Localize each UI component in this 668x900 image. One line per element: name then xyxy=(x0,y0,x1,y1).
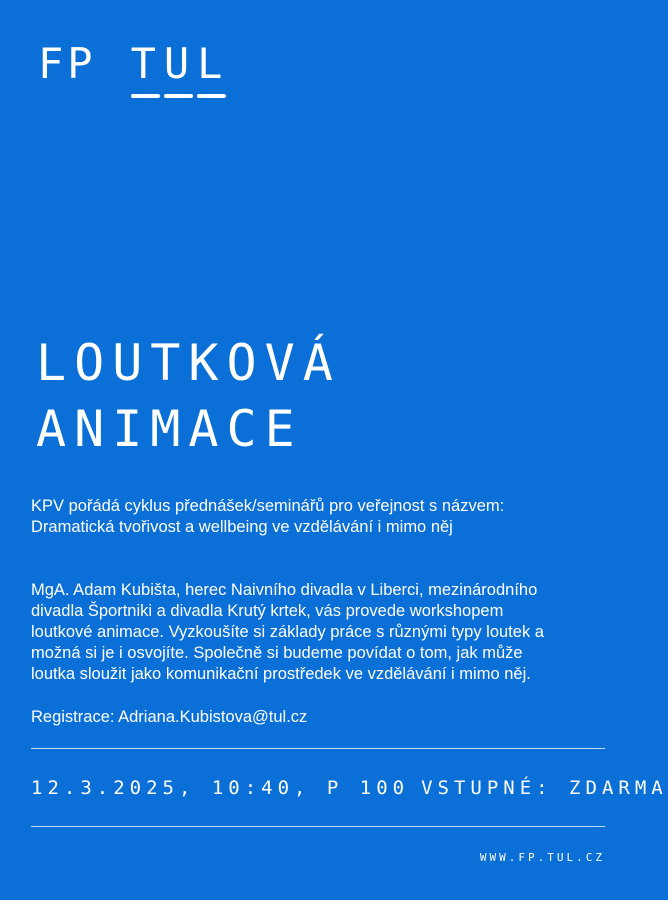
logo-tul-text xyxy=(131,40,231,88)
event-details: 12.3.2025, 10:40, P 100 xyxy=(31,777,410,799)
description-line: loutkové animace. Vyzkoušíte si základy práce s různými typy loutek a xyxy=(31,623,544,641)
intro-paragraph xyxy=(31,496,591,538)
divider-top xyxy=(31,748,605,749)
description-line: MgA. Adam Kubišta, herec Naivního divadla v Liberci, mezinárodního xyxy=(31,581,538,599)
description-line: loutka sloužit jako komunikační prostředek ve vzdělávání i mimo něj. xyxy=(31,665,531,683)
fp-tul-logo xyxy=(38,40,230,88)
description-line: divadla Športniki a divadla Krutý krtek, vás provede workshopem xyxy=(31,602,504,620)
title-line: ANIMACE xyxy=(36,400,303,458)
title-line: LOUTKOVÁ xyxy=(36,334,341,392)
description-line: možná si je i osvojíte. Společně si budeme povídat o tom, jak může xyxy=(31,644,523,662)
divider-bottom xyxy=(31,826,605,827)
logo-tul-letter: T xyxy=(130,39,160,88)
intro-line: Dramatická tvořivost a wellbeing ve vzdělávání i mimo něj xyxy=(31,518,453,536)
logo-tul-letter: U xyxy=(163,39,194,88)
logo-fp-text: FP xyxy=(38,39,97,88)
page-title xyxy=(36,330,341,462)
logo-tul-letter: L xyxy=(197,39,227,88)
registration-contact: Registrace: Adriana.Kubistova@tul.cz xyxy=(31,708,308,726)
description-paragraph xyxy=(31,580,611,685)
intro-line: KPV pořádá cyklus přednášek/seminářů pro veřejnost s názvem: xyxy=(31,497,505,515)
event-info xyxy=(31,776,668,800)
entry-fee: VSTUPNÉ: ZDARMA xyxy=(421,777,668,799)
website-url: WWW.FP.TUL.CZ xyxy=(479,851,605,864)
